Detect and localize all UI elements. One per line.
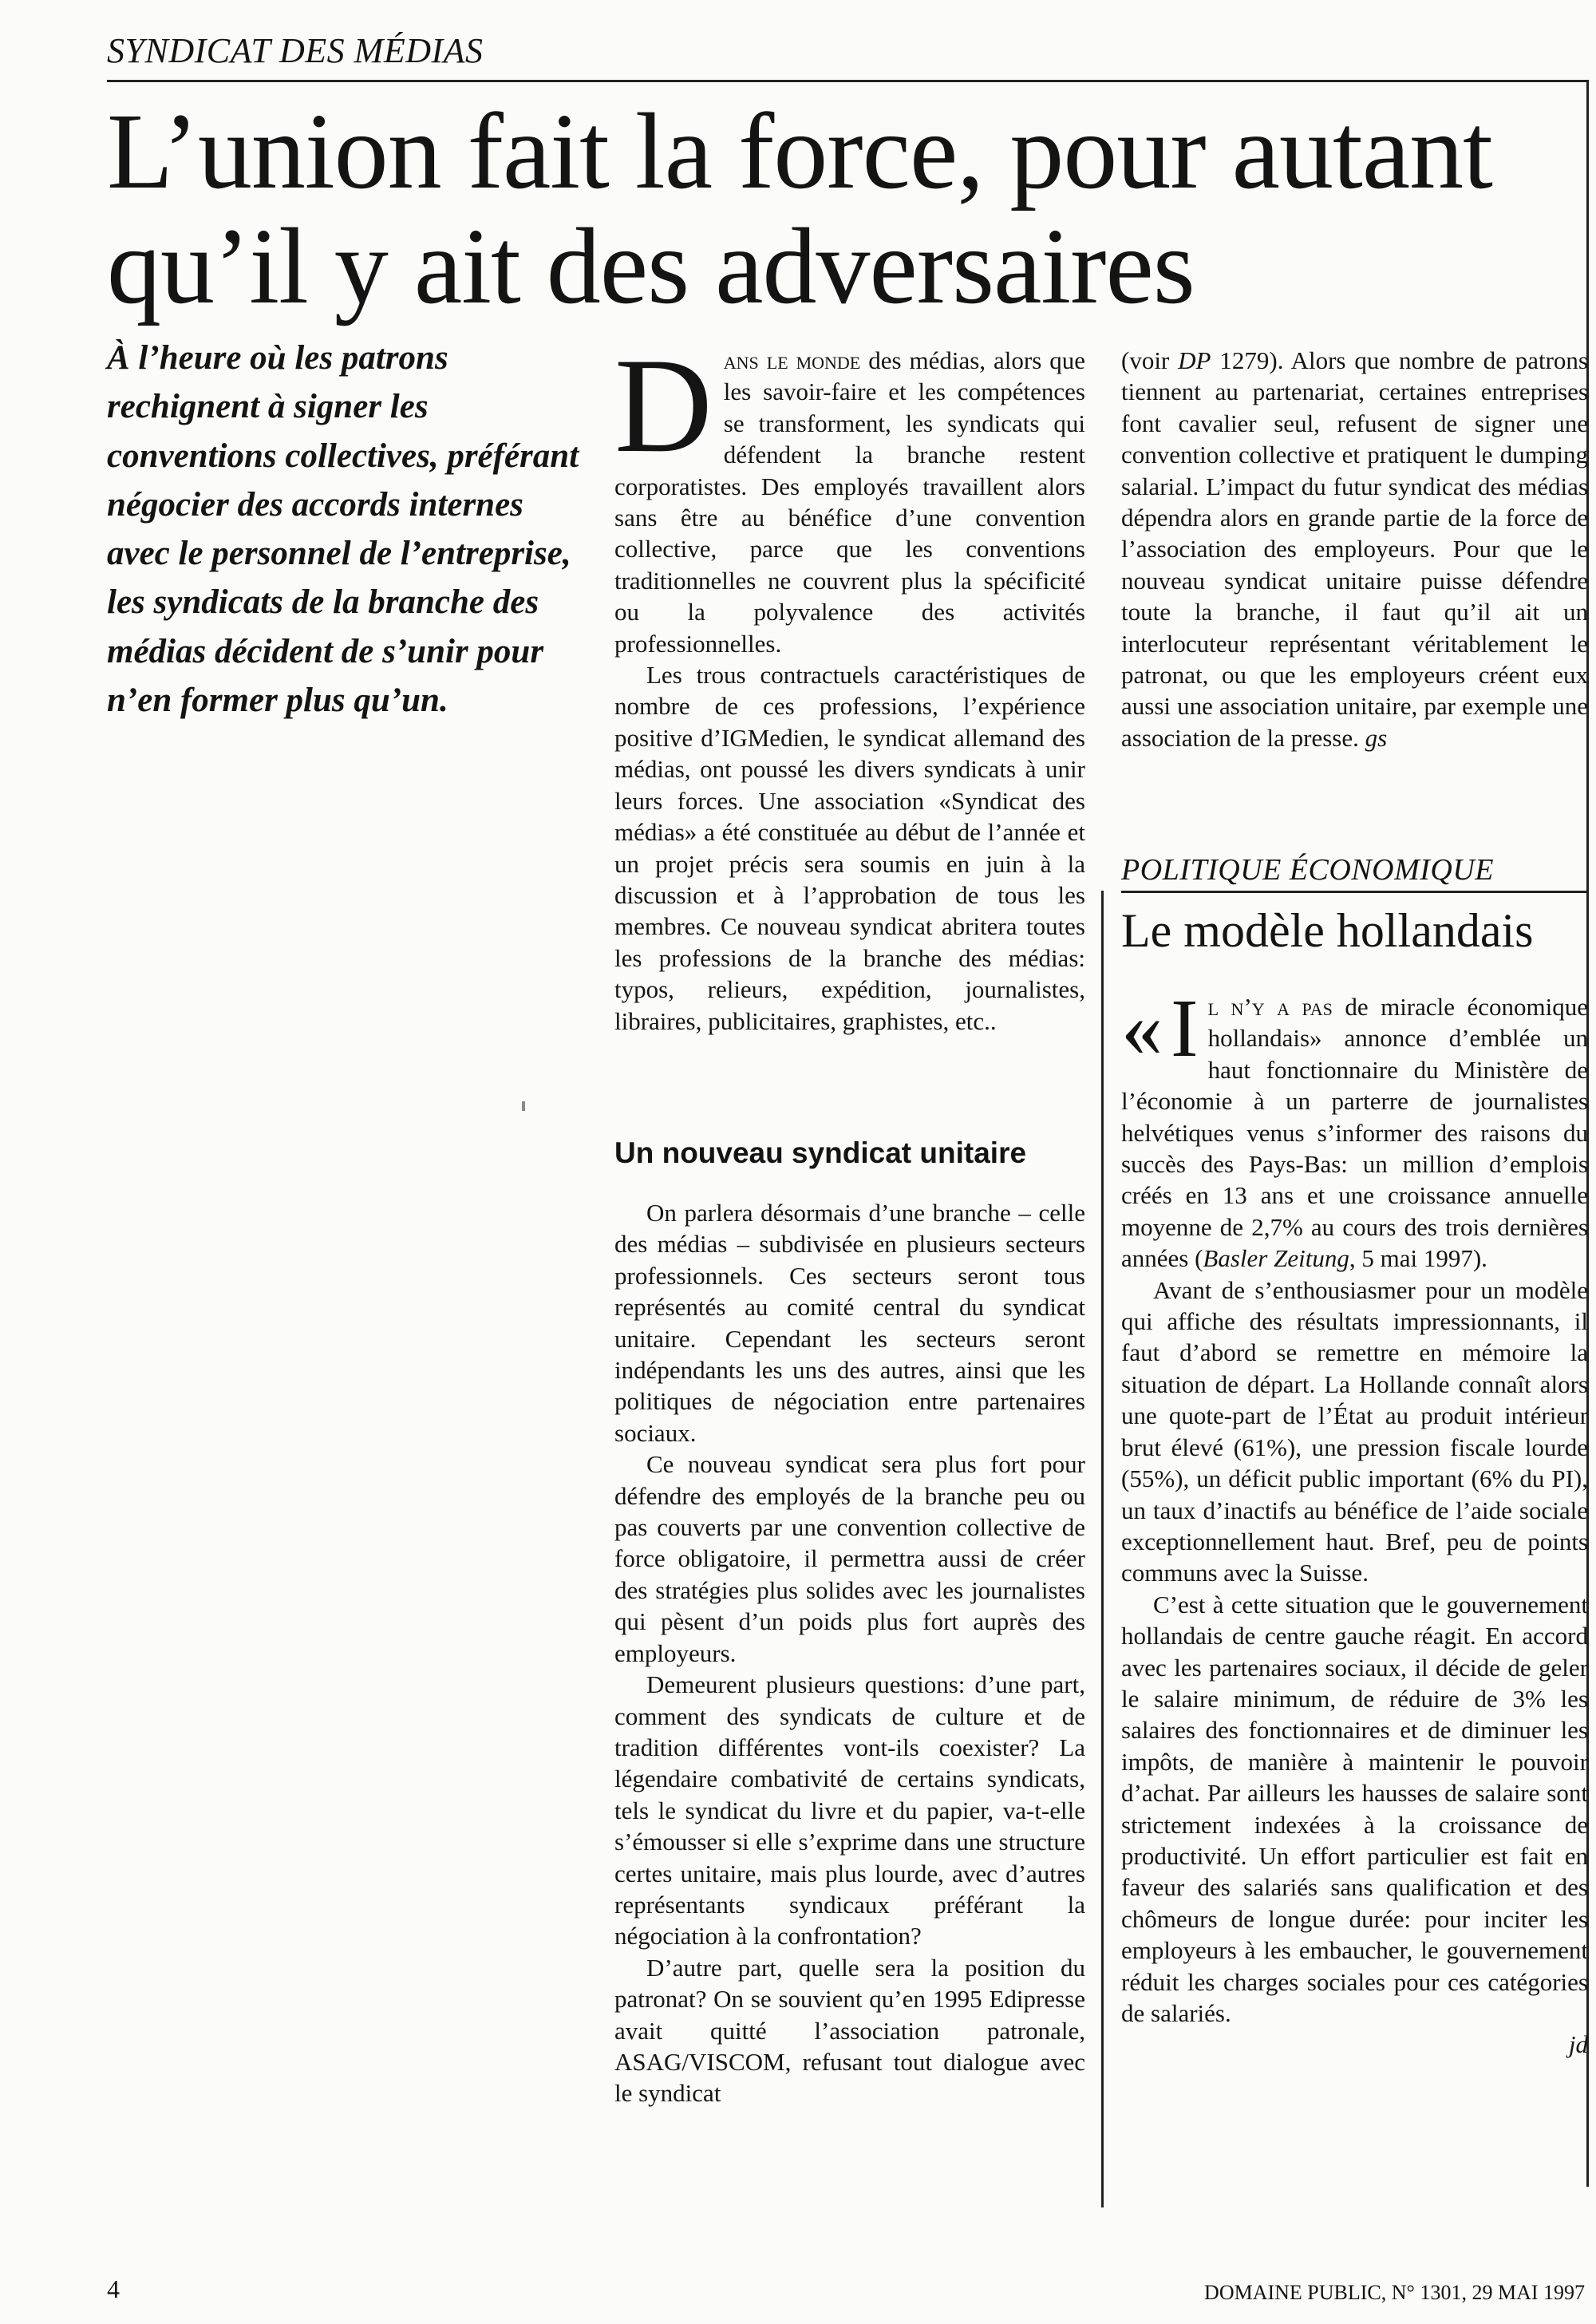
reference: DP (1178, 346, 1211, 374)
article-column-3 (1121, 982, 1589, 2061)
article-paragraph: Ce nouveau syndicat sera plus fort pour défendre des employés de la branche peu ou pas couverts par une convention collective de force obligatoire, il permettra aussi de créer des stratégies plus solides avec les journalistes qui pèsent d’un poids plus fort auprès des employeurs. (614, 1450, 1085, 1667)
article-paragraph: Avant de s’enthousiasmer pour un modèle qui affiche des résultats impressionnants, il faut d’abord se remettre en mémoire la situation de départ. La Hollande connaît alors une quote-part de l’État au produit intérieur brut élevé (61%), une pression fiscale lourde (55%), un déficit public important (6% du PI), un taux d’inactifs au bénéfice de l’aide sociale exceptionnellement haut. Bref, peu de points communs avec la Suisse. (1121, 1275, 1588, 1587)
signature: jd (1568, 2030, 1588, 2059)
paragraph-text: des médias, alors que les savoir-faire et les compétences se transforment, les syndicats qui défendent la branche restent corporatistes. Des employés travaillent alors sans être au bénéfice d’une convention collective, parce que les conventions traditionnelles ne couvrent plus la spécificité ou la polyvalence des activités professionnelles. (614, 346, 1085, 658)
publication-info: DOMAINE PUBLIC, N° 1301, 29 MAI 1997 (1204, 2281, 1585, 2304)
article-column-2 (1121, 345, 1588, 753)
article-paragraph: C’est à cette situation que le gouvernement hollandais de centre gauche réagit. En accord avec les partenaires sociaux, il décide de geler le salaire minimum, de réduire de 3% les salaires des fonctionnaires et de diminuer les impôts, de manière à maintenir le pouvoir d’achat. Par ailleurs les hausses de salaire sont strictement indexées à la croissance de productivité. Un effort particulier est fait en faveur des salariés sans qualification et des chômeurs de longue durée: pour inciter les employeurs à les embaucher, le gouvernement réduit les charges sociales pour ces catégories de salariés. (1121, 1590, 1588, 2027)
paragraph-text: (voir (1121, 346, 1179, 374)
article-subhead: Un nouveau syndicat unitaire (614, 1136, 1027, 1169)
article-paragraph: On parlera désormais d’une branche – celle des médias – subdivisée en plusieurs secteurs professionnels. Ces secteurs seront tous représentés au comité central du syndicat unitaire. Cependant les secteurs seront indépendants les uns des autres, ainsi que les politiques de négociation entre partenaires sociaux. (614, 1199, 1085, 1447)
article-paragraph: D’autre part, quelle sera la position du patronat? On se souvient qu’en 1995 Edipresse avait quitté l’association patronale, ASAG/VISCOM, refusant tout dialogue avec le syndicat (614, 1953, 1085, 2108)
article-paragraph: Les trous contractuels caractéristiques de nombre de ces professions, l’expérience positive d’IGMedien, le syndicat allemand des médias, ont poussé les divers syndicats à unir leurs forces. Une association «Syndicat des médias» a été constituée au début de l’année et un projet précis sera soumis en juin à la discussion et à l’approbation de tous les membres. Ce nouveau syndicat abritera toutes les professions de la branche des médias: typos, relieurs, expédition, journalistes, libraires, publicitaires, graphistes, etc.. (614, 661, 1085, 1035)
signature: gs (1365, 723, 1388, 752)
section-rule-2 (1121, 891, 1586, 893)
column-divider (1101, 891, 1104, 2207)
smallcaps-opening: l n’y a pas (1207, 993, 1333, 1021)
source: Basler Zeitung (1203, 1244, 1349, 1273)
paragraph-text: de miracle économique hollandais» annonce d’emblée un haut fonctionnaire du Ministère de l’économie à un parterre de journalistes helvétiques venus s’informer des raisons du succès des Pays-Bas: un million d’emplois créés en 13 ans et une croissance annuelle moyenne de 2,7% au cours des trois dernières années ( (1121, 993, 1589, 1273)
page-number: 4 (107, 2275, 120, 2303)
article-column-1b (614, 1197, 1085, 2109)
article-column-1 (614, 330, 1085, 1037)
section-label-2: POLITIQUE ÉCONOMIQUE (1121, 853, 1495, 887)
lede: À l’heure où les patrons rechignent à signer les conventions collectives, préférant négocier des accords internes avec le personnel de l’entreprise, les syndicats de la branche des médias décident de s’unir pour n’en former plus qu’un. (107, 339, 579, 720)
quote-mark: « (1121, 982, 1163, 1074)
article-paragraph (1121, 345, 1588, 753)
section-label: SYNDICAT DES MÉDIAS (107, 31, 484, 70)
article-paragraph: Demeurent plusieurs questions: d’une part, comment des syndicats de culture et de tradition différentes vont-ils coexister? La légendaire combativité de certains syndicats, tels le syndicat du livre et du papier, va-t-elle s’émousser si elle s’exprime dans une structure certes unitaire, mais plus lourde, avec d’autres représentants syndicaux préférant la négociation à la confrontation? (614, 1670, 1085, 1951)
drop-cap: I (1171, 982, 1199, 1074)
top-rule (107, 80, 1586, 82)
headline: L’union fait la force, pour autant qu’il y ait des adversaires (107, 92, 1492, 326)
drop-cap: D (614, 330, 713, 480)
article-paragraph (614, 330, 1085, 659)
paragraph-text: 1279). Alors que nombre de patrons tiennent au partenariat, certaines entreprises font cavalier seul, refusent de signer une convention collective et pratiquent le dumping salarial. L’impact du futur syndicat des médias dépendra alors en grande partie de la force de l’association des employeurs. Pour que le nouveau syndicat unitaire puisse défendre toute la branche, il faut qu’il ait un interlocuteur représentant véritablement le patronat, ou que les employeurs créent eux aussi une association unitaire, par exemple une association de la presse. (1121, 346, 1588, 752)
article-title-2: Le modèle hollandais (1121, 904, 1534, 957)
scan-mark (522, 1101, 525, 1111)
smallcaps-opening: ans le monde (723, 346, 861, 374)
paragraph-text: , 5 mai 1997). (1349, 1244, 1487, 1273)
article-paragraph (1121, 982, 1589, 1275)
